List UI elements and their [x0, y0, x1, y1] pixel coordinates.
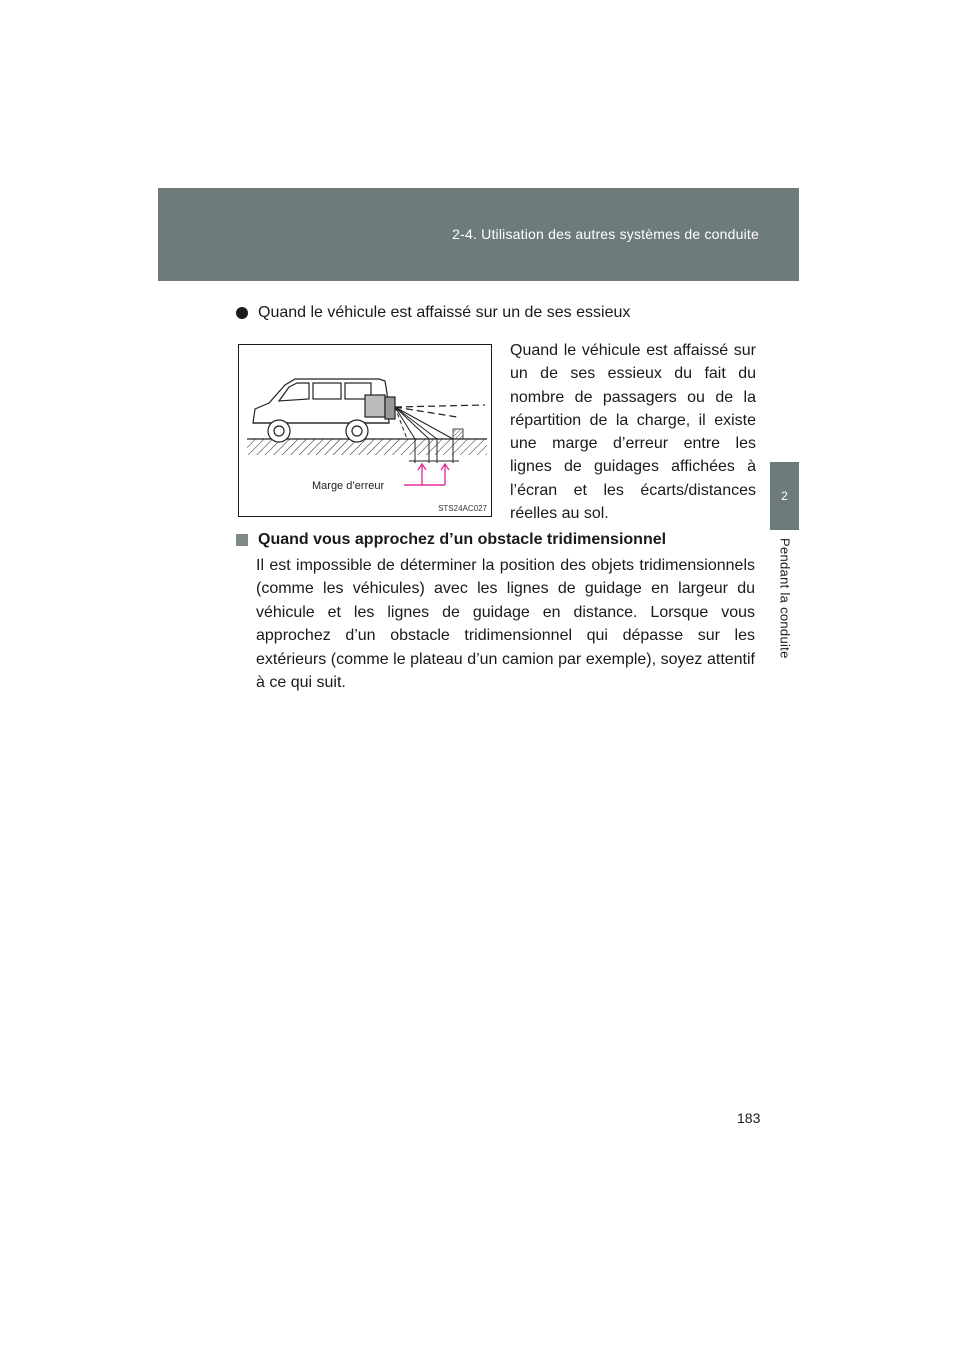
square-bullet-icon [236, 534, 248, 546]
chapter-number: 2 [781, 489, 788, 503]
section-heading-text: Quand vous approchez d’un obstacle tridimensionnel [258, 531, 667, 548]
obstacle-block [453, 429, 463, 439]
chapter-label [765, 538, 805, 678]
figure-code: STS24AC027 [438, 504, 487, 513]
chapter-tab[interactable] [770, 462, 799, 530]
bullet-heading [236, 304, 630, 322]
guide-lines [395, 405, 485, 439]
section-title: 2-4. Utilisation des autres systèmes de conduite [452, 226, 759, 242]
chapter-label-text: Pendant la conduite [777, 538, 793, 659]
section-heading [236, 531, 666, 549]
vehicle-icon [253, 379, 395, 442]
bullet-icon [236, 307, 248, 319]
figure-label: Marge d’erreur [312, 480, 385, 492]
section-paragraph: Il est impossible de déterminer la position des objets tridimensionnels (comme les véhicules) avec les lignes de guidage en largeur du véhicule et les lignes de guidage en distance. Lorsque vous approchez d’un obstacle tridimensionnel qui dépasse sur les extérieurs (comme le plateau d’un camion par exemple), soyez attentif à ce qui suit. [256, 557, 755, 692]
vehicle-illustration [238, 344, 492, 517]
bullet-paragraph: Quand le véhicule est affaissé sur un de ses essieux du fait du nombre de passagers ou de la répartition de la charge, il existe une marge d’erreur entre les lignes de guidages affichées à l’écran et les écarts/distances réelles au sol. [510, 342, 756, 523]
header-band [158, 188, 799, 281]
margin-arrows [404, 464, 449, 485]
bullet-heading-text: Quand le véhicule est affaissé sur un de ses essieux [258, 304, 631, 321]
page-number: 183 [737, 1110, 761, 1126]
